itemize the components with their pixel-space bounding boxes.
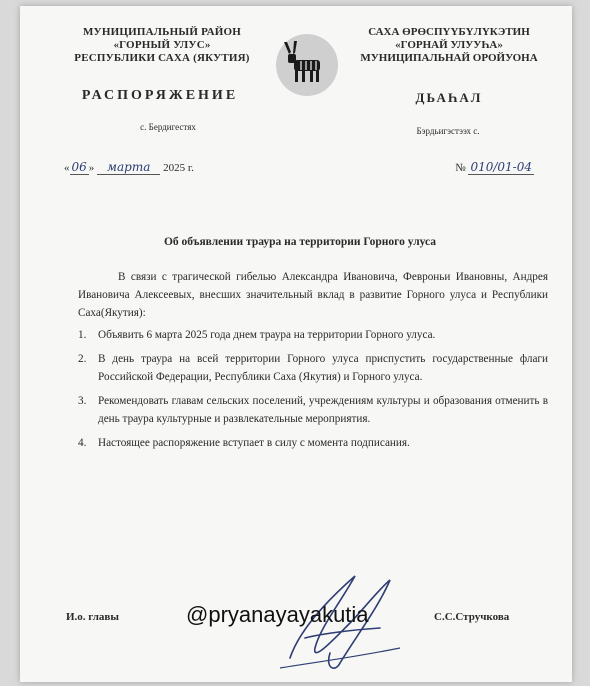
document-number [455, 160, 534, 174]
document-body [78, 268, 548, 458]
header-left-line1: МУНИЦИПАЛЬНЫЙ РАЙОН [82, 26, 242, 38]
doc-number-label: № [455, 162, 466, 174]
header-right-line1: САХА ӨРӨСПҮҮБҮЛҮКЭТИН [368, 26, 530, 38]
signatory-name: С.С.Стручкова [434, 611, 510, 623]
order-title-ru: РАСПОРЯЖЕНИЕ [81, 88, 239, 103]
date-line [64, 158, 544, 180]
intro-paragraph: В связи с трагической гибелью Александра Ивановича, Февроньи Ивановны, Андрея Ивановича Алексеевых, внесших значительный вклад в развитие Горного улуса и Республики Саха(Якутия): [78, 271, 548, 319]
date-day: 06 [71, 160, 87, 174]
item-number: 1. [78, 329, 87, 341]
list-item [78, 434, 548, 452]
list-item [78, 392, 548, 428]
item-text: Настоящее распоряжение вступает в силу с момента подписания. [98, 437, 410, 449]
header-right-line2: «ГОРНАЙ УЛУУҺА» [395, 39, 503, 51]
order-items [78, 326, 548, 452]
doc-number-value: 010/01-04 [470, 160, 532, 174]
item-number: 4. [78, 437, 87, 449]
list-item [78, 326, 548, 344]
emblem-icon [274, 32, 340, 98]
place-ru: с. Бердигестях [140, 122, 196, 132]
header-right [342, 26, 556, 65]
date-month: марта [97, 160, 160, 175]
watermark: @pryanayayakutia [186, 602, 369, 627]
item-text: Рекомендовать главам сельских поселений, учреждениям культуры и образования отменить в день траура культурные и развлекательные мероприятия. [98, 395, 548, 425]
signatory-title: И.о. главы [66, 611, 119, 623]
item-text: Объявить 6 марта 2025 года днем траура на территории Горного улуса. [98, 329, 436, 341]
date-year: 2025 г. [163, 162, 194, 174]
item-text: В день траура на всей территории Горного улуса приспустить государственные флаги Российской Федерации, Республики Саха (Якутия) и Горного улуса. [98, 353, 548, 383]
header-right-line3: МУНИЦИПАЛЬНАЙ ОРОЙУОНА [360, 52, 538, 64]
list-item [78, 350, 548, 386]
item-number: 2. [78, 353, 87, 365]
place-sah: Бэрдьигэстээх с. [416, 126, 480, 136]
item-number: 3. [78, 395, 87, 407]
order-title-sah: ДЬАҺАЛ [415, 90, 483, 105]
header-left-line3: РЕСПУБЛИКИ САХА (ЯКУТИЯ) [74, 52, 250, 64]
header-left [62, 26, 262, 65]
document-title: Об объявлении траура на территории Горного улуса [163, 236, 437, 248]
header-left-line2: «ГОРНЫЙ УЛУС» [113, 39, 211, 51]
document-date: « 06 » марта 2025 г. [64, 160, 194, 174]
document-page [20, 6, 572, 682]
